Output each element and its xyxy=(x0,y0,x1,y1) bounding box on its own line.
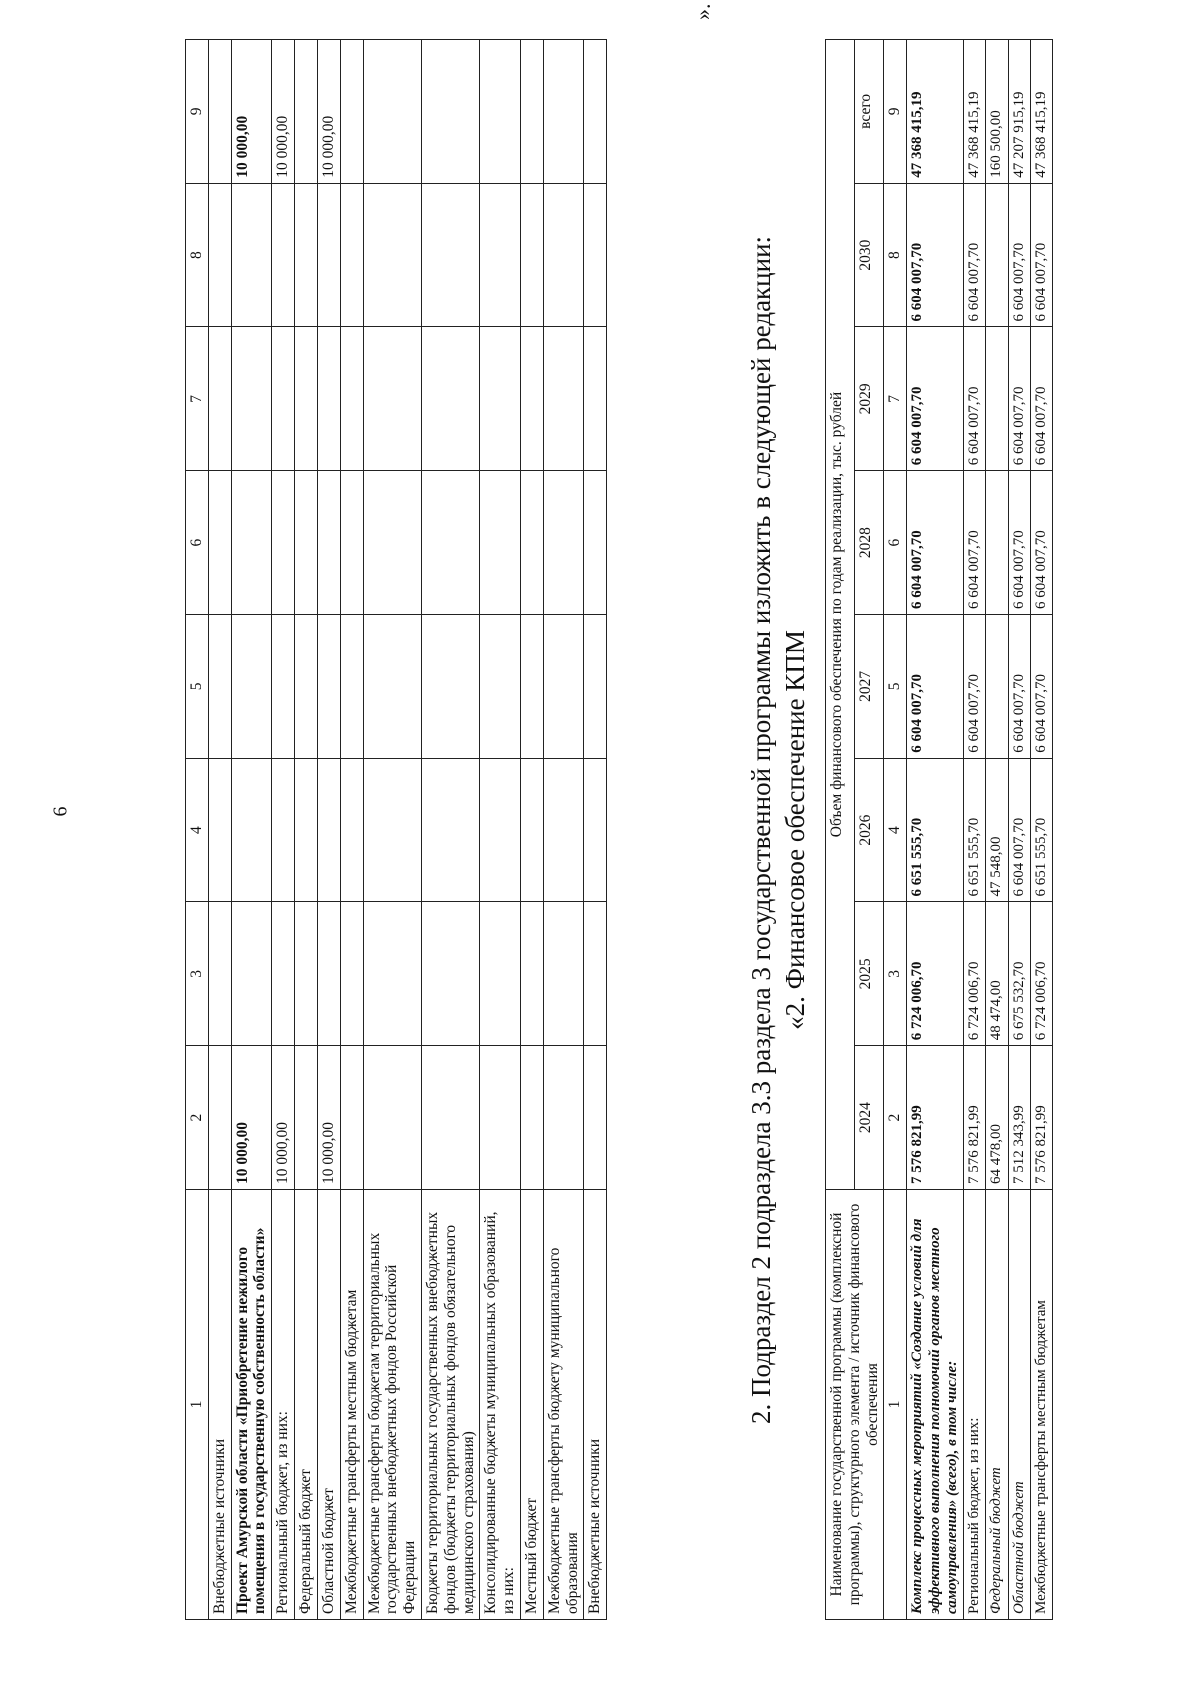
value-cell xyxy=(543,40,584,184)
value-cell xyxy=(480,40,521,184)
value-cell xyxy=(480,471,521,615)
value-cell xyxy=(986,471,1008,615)
table-row xyxy=(295,40,318,1620)
value-cell xyxy=(340,183,363,327)
value-cell xyxy=(363,183,421,327)
column-number: 5 xyxy=(186,615,209,759)
value-cell: 6 604 007,70 xyxy=(1008,327,1030,471)
row-label: Федеральный бюджет xyxy=(986,1190,1008,1620)
financing-table-top xyxy=(185,39,607,1620)
row-label: Местный бюджет xyxy=(521,1190,544,1620)
value-cell: 10 000,00 xyxy=(317,40,340,184)
value-cell xyxy=(421,615,479,759)
value-cell xyxy=(584,40,607,184)
value-cell xyxy=(986,183,1008,327)
value-cell xyxy=(340,327,363,471)
heading-line-1: 2. Подраздел 2 подраздела 3.3 раздела 3 государственной программы изложить в следующей редакции: xyxy=(746,235,776,1425)
column-number: 3 xyxy=(186,902,209,1046)
value-cell xyxy=(231,327,272,471)
value-cell xyxy=(317,615,340,759)
value-cell xyxy=(208,183,231,327)
value-cell xyxy=(584,471,607,615)
value-cell xyxy=(543,1046,584,1190)
value-cell xyxy=(363,1046,421,1190)
value-cell: 47 368 415,19 xyxy=(907,40,964,184)
value-cell: 6 604 007,70 xyxy=(964,327,986,471)
table-row xyxy=(584,40,607,1620)
table-row xyxy=(964,40,986,1620)
value-cell: 6 651 555,70 xyxy=(907,758,964,902)
row-label: Межбюджетные трансферты местным бюджетам xyxy=(1030,1190,1052,1620)
year-header: 2028 xyxy=(855,471,884,615)
column-number: 2 xyxy=(186,1046,209,1190)
column-number: 7 xyxy=(186,327,209,471)
value-cell xyxy=(421,902,479,1046)
value-cell xyxy=(521,902,544,1046)
value-cell: 6 604 007,70 xyxy=(1008,615,1030,759)
year-header: 2024 xyxy=(855,1046,884,1190)
value-cell xyxy=(317,758,340,902)
value-cell xyxy=(421,758,479,902)
table-header-row xyxy=(826,40,855,1620)
value-cell: 6 675 532,70 xyxy=(1008,902,1030,1046)
value-cell: 6 604 007,70 xyxy=(1030,327,1052,471)
value-cell xyxy=(208,471,231,615)
value-cell xyxy=(317,902,340,1046)
value-cell: 64 478,00 xyxy=(986,1046,1008,1190)
value-cell xyxy=(584,1046,607,1190)
table-row xyxy=(317,40,340,1620)
value-cell xyxy=(208,758,231,902)
value-cell: 6 604 007,70 xyxy=(907,615,964,759)
table-row xyxy=(986,40,1008,1620)
value-cell xyxy=(295,902,318,1046)
row-label: Областной бюджет xyxy=(1008,1190,1030,1620)
column-number: 1 xyxy=(186,1190,209,1620)
value-cell xyxy=(521,471,544,615)
year-header: 2029 xyxy=(855,327,884,471)
value-cell xyxy=(421,327,479,471)
row-label: Бюджеты территориальных государственных внебюджетных фондов (бюджеты территориальных фондов обязательного медицинского страхования) xyxy=(421,1190,479,1620)
year-header: 2026 xyxy=(855,758,884,902)
value-cell: 6 604 007,70 xyxy=(1008,758,1030,902)
rotated-page-content xyxy=(90,3,1100,1620)
value-cell xyxy=(231,615,272,759)
column-number: 8 xyxy=(884,183,907,327)
table-row xyxy=(231,40,272,1620)
value-cell: 6 604 007,70 xyxy=(964,471,986,615)
value-cell xyxy=(480,1046,521,1190)
section-heading xyxy=(745,40,813,1620)
table-row xyxy=(421,40,479,1620)
value-cell xyxy=(543,758,584,902)
value-cell: 6 651 555,70 xyxy=(1030,758,1052,902)
value-cell: 6 724 006,70 xyxy=(964,902,986,1046)
value-cell xyxy=(480,758,521,902)
row-label: Проект Амурской области «Приобретение нежилого помещения в государственную собственность области» xyxy=(231,1190,272,1620)
value-cell xyxy=(543,471,584,615)
value-cell xyxy=(231,758,272,902)
value-cell xyxy=(272,327,295,471)
value-cell xyxy=(272,758,295,902)
value-cell: 7 576 821,99 xyxy=(907,1046,964,1190)
heading-line-2: «2. Финансовое обеспечение КПМ xyxy=(779,630,810,1030)
value-cell: 6 604 007,70 xyxy=(907,471,964,615)
value-cell: 6 604 007,70 xyxy=(907,327,964,471)
value-cell xyxy=(363,40,421,184)
value-cell xyxy=(521,615,544,759)
value-cell xyxy=(317,471,340,615)
value-cell: 10 000,00 xyxy=(272,40,295,184)
value-cell xyxy=(480,902,521,1046)
value-cell xyxy=(480,615,521,759)
value-cell: 6 724 006,70 xyxy=(907,902,964,1046)
value-cell xyxy=(231,902,272,1046)
page-number: 6 xyxy=(49,806,72,817)
value-cell xyxy=(986,327,1008,471)
value-cell xyxy=(480,183,521,327)
value-cell xyxy=(295,327,318,471)
closing-quote: ». xyxy=(690,3,715,20)
column-number: 3 xyxy=(884,902,907,1046)
kpm-financing-table xyxy=(825,39,1053,1620)
table-row xyxy=(907,40,964,1620)
value-cell xyxy=(295,615,318,759)
row-label: Федеральный бюджет xyxy=(295,1190,318,1620)
value-cell xyxy=(421,1046,479,1190)
table-row xyxy=(208,40,231,1620)
column-number: 4 xyxy=(884,758,907,902)
value-cell: 6 604 007,70 xyxy=(964,183,986,327)
column-number: 2 xyxy=(884,1046,907,1190)
value-cell: 7 576 821,99 xyxy=(1030,1046,1052,1190)
value-cell xyxy=(272,471,295,615)
table-row xyxy=(340,40,363,1620)
table-row xyxy=(1008,40,1030,1620)
value-cell xyxy=(584,615,607,759)
value-cell xyxy=(272,615,295,759)
value-cell xyxy=(584,902,607,1046)
value-cell xyxy=(340,615,363,759)
column-number: 9 xyxy=(884,40,907,184)
value-cell: 10 000,00 xyxy=(231,1046,272,1190)
value-cell xyxy=(295,758,318,902)
value-cell: 47 207 915,19 xyxy=(1008,40,1030,184)
value-cell xyxy=(363,758,421,902)
value-cell: 6 604 007,70 xyxy=(964,615,986,759)
table-row xyxy=(272,40,295,1620)
value-cell: 47 368 415,19 xyxy=(1030,40,1052,184)
value-cell: 6 651 555,70 xyxy=(964,758,986,902)
year-header: 2030 xyxy=(855,183,884,327)
value-cell: 6 604 007,70 xyxy=(907,183,964,327)
table-row xyxy=(363,40,421,1620)
row-label: Внебюджетные источники xyxy=(584,1190,607,1620)
row-label: Региональный бюджет, из них: xyxy=(272,1190,295,1620)
value-cell xyxy=(480,327,521,471)
value-cell xyxy=(521,1046,544,1190)
value-cell xyxy=(543,902,584,1046)
value-cell xyxy=(543,327,584,471)
value-cell xyxy=(295,1046,318,1190)
column-number: 9 xyxy=(186,40,209,184)
column-number: 6 xyxy=(884,471,907,615)
row-label: Межбюджетные трансферты бюджету муниципального образования xyxy=(543,1190,584,1620)
value-cell: 10 000,00 xyxy=(231,40,272,184)
value-cell xyxy=(584,327,607,471)
value-cell xyxy=(295,471,318,615)
row-label: Консолидированные бюджеты муниципальных образований, из них: xyxy=(480,1190,521,1620)
volume-header: Объем финансового обеспечения по годам реализации, тыс. рублей xyxy=(826,40,855,1190)
value-cell xyxy=(231,183,272,327)
value-cell xyxy=(521,183,544,327)
value-cell: 6 604 007,70 xyxy=(1008,183,1030,327)
value-cell: 7 576 821,99 xyxy=(964,1046,986,1190)
value-cell xyxy=(208,902,231,1046)
value-cell xyxy=(340,902,363,1046)
row-label: Региональный бюджет, из них: xyxy=(964,1190,986,1620)
value-cell xyxy=(521,40,544,184)
value-cell xyxy=(340,758,363,902)
column-number: 4 xyxy=(186,758,209,902)
table-row xyxy=(480,40,521,1620)
value-cell xyxy=(340,40,363,184)
value-cell xyxy=(231,471,272,615)
column-numbers-row xyxy=(884,40,907,1620)
column-number: 7 xyxy=(884,327,907,471)
value-cell xyxy=(521,327,544,471)
value-cell xyxy=(317,327,340,471)
value-cell xyxy=(208,327,231,471)
table-row xyxy=(543,40,584,1620)
value-cell xyxy=(272,902,295,1046)
value-cell: 6 604 007,70 xyxy=(1030,615,1052,759)
value-cell xyxy=(363,471,421,615)
value-cell xyxy=(584,758,607,902)
column-number: 5 xyxy=(884,615,907,759)
value-cell: 7 512 343,99 xyxy=(1008,1046,1030,1190)
value-cell xyxy=(421,183,479,327)
value-cell: 48 474,00 xyxy=(986,902,1008,1046)
value-cell xyxy=(208,40,231,184)
value-cell: 6 604 007,70 xyxy=(1030,471,1052,615)
row-label: Межбюджетные трансферты местным бюджетам xyxy=(340,1190,363,1620)
value-cell xyxy=(317,183,340,327)
column-number: 8 xyxy=(186,183,209,327)
column-number: 6 xyxy=(186,471,209,615)
row-label: Внебюджетные источники xyxy=(208,1190,231,1620)
value-cell xyxy=(421,471,479,615)
value-cell xyxy=(272,183,295,327)
value-cell xyxy=(986,615,1008,759)
value-cell xyxy=(363,327,421,471)
table-header-row xyxy=(186,40,209,1620)
value-cell: 6 724 006,70 xyxy=(1030,902,1052,1046)
value-cell xyxy=(363,615,421,759)
value-cell xyxy=(521,758,544,902)
value-cell xyxy=(208,615,231,759)
value-cell xyxy=(295,40,318,184)
value-cell: 47 548,00 xyxy=(986,758,1008,902)
table-row xyxy=(521,40,544,1620)
row-label: Областной бюджет xyxy=(317,1190,340,1620)
value-cell xyxy=(543,183,584,327)
value-cell xyxy=(295,183,318,327)
year-header: всего xyxy=(855,40,884,184)
name-header: Наименование государственной программы (комплексной программы), структурного элемента / источник финансового обеспечения xyxy=(826,1190,884,1620)
value-cell: 160 500,00 xyxy=(986,40,1008,184)
column-number: 1 xyxy=(884,1190,907,1620)
value-cell xyxy=(584,183,607,327)
value-cell xyxy=(208,1046,231,1190)
value-cell: 6 604 007,70 xyxy=(1030,183,1052,327)
table-row xyxy=(1030,40,1052,1620)
row-label: Межбюджетные трансферты бюджетам территориальных государственных внебюджетных фондов Российской Федерации xyxy=(363,1190,421,1620)
value-cell: 6 604 007,70 xyxy=(1008,471,1030,615)
value-cell: 10 000,00 xyxy=(317,1046,340,1190)
value-cell xyxy=(421,40,479,184)
year-header: 2025 xyxy=(855,902,884,1046)
year-header: 2027 xyxy=(855,615,884,759)
value-cell: 10 000,00 xyxy=(272,1046,295,1190)
value-cell xyxy=(340,471,363,615)
value-cell xyxy=(543,615,584,759)
row-label: Комплекс процессных мероприятий «Создание условий для эффективного выполнения полномочий органов местного самоуправления» (всего), в том числе: xyxy=(907,1190,964,1620)
value-cell: 47 368 415,19 xyxy=(964,40,986,184)
value-cell xyxy=(363,902,421,1046)
value-cell xyxy=(340,1046,363,1190)
